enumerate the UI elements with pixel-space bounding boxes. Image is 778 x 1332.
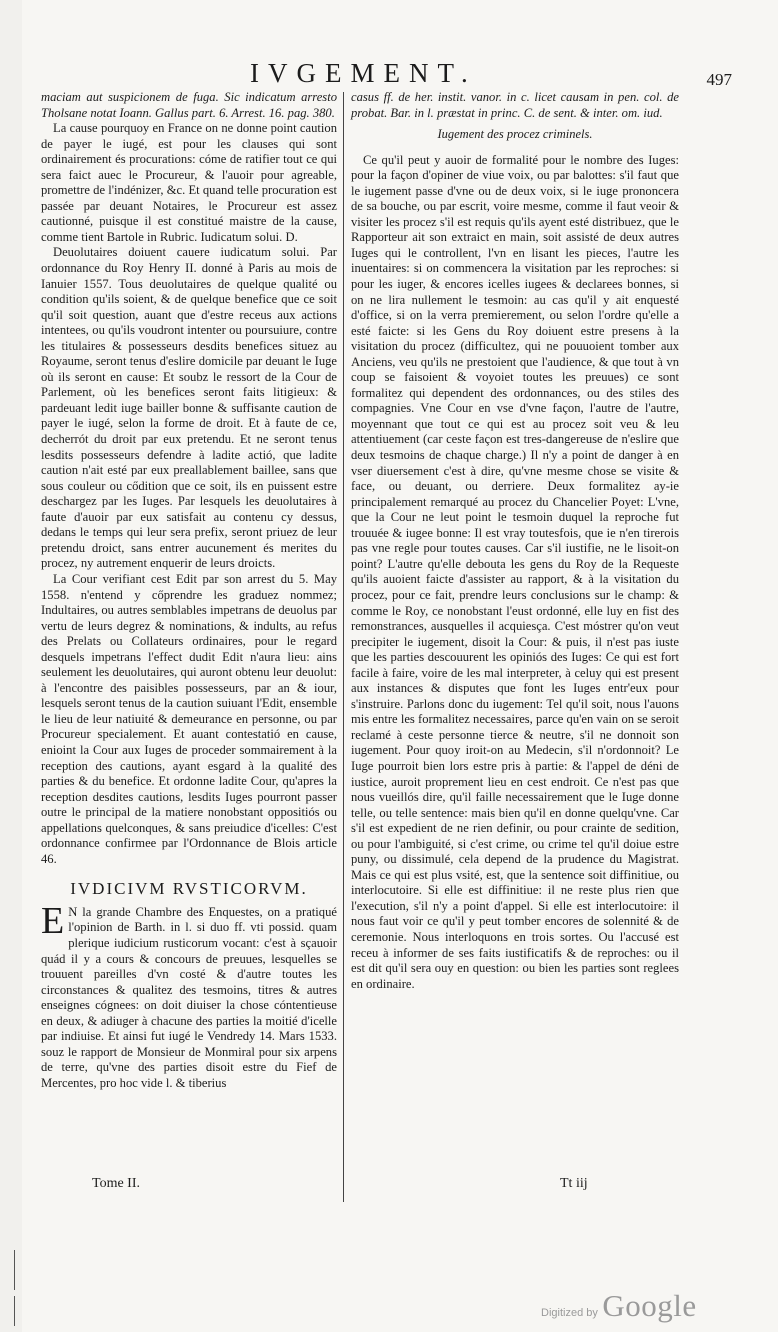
page-number: 497 [706, 70, 732, 89]
drop-cap-initial: E [41, 899, 65, 942]
right-intro: casus ff. de her. instit. vanor. in c. licet causam in pen. col. de probat. Bar. in l. præstat in princ. C. de sent. & inter. om. iud. [351, 90, 679, 120]
subsection-heading: Iugement des procez criminels. [437, 127, 593, 142]
digitized-prefix: Digitized by [541, 1307, 598, 1319]
paragraph-cour-verifiant: La Cour verifiant cest Edit par son arrest du 5. May 1558. n'entend y cőprendre les graduez nommez; Indultaires, ou autres semblables impetrans de deuolus par vertu de leurs degrez & nominations, & indults, au refus des Prelats ou Collateurs ordinaires, pour le regard desquels impetrans l'effect dudit Edit n'aura lieu: ains seulement les deuolutaires, qui auront obtenu leur deuolut: à l'encontre des paisibles possesseurs, par an & iour, lesquels seront tenus de la caution suiuant l'Edit, ensemble le lieu de leur natiuité & demeurance en personne, ou par Procureur specialement. Et auant contestatió en cause, enioint la Cour aux Iuges de proceder sommairement à la reception des cautions, ayant esgard à la qualité des parties & du benefice. Et ordonne ladite Cour, qu'apres la reception desdites cautions, lesdits Iuges pourront passer outre le principal de la matiere nonobstant oppositiós ou appellations quelconques, & sans preiudice d'icelles: C'est ordonnance confirmee par l'Ordonnance de Blois article 46. [41, 571, 337, 866]
running-title: IVGEMENT. [250, 58, 477, 88]
gutter-line [14, 1296, 15, 1326]
gutter-line [14, 1250, 15, 1290]
paragraph-caution: La cause pourquoy en France on ne donne point caution de payer le iugé, est pour les clauses qui sont ordinairement és procurations: cóme de ratifier tout ce qui sera faict auec le Procureur, & l'auoir pour agreable, promettre de l'indénizer, &c. Et quand telle procuration est passée par deuant Notaires, le Procureur est assez cautionné, puisque il est constitué maistre de la cause, comme tient Bartole in Rubric. Iudicatum solui. D. [41, 121, 337, 244]
signature-mark: Tt iij [560, 1176, 588, 1191]
section-body: N la grande Chambre des Enquestes, on a pratiqué l'opinion de Barth. in l. si duo ff. vti possid. quam plerique iudicium rusticorum vocant: c'est à sçauoir quád il y a cours & concours de preuues, lesquelles se trouuent pareilles d'vn costé & d'autre toutes les circonstances & qualitez des tesmoins, titres & autres enseignes cógnees: on doit diuiser la chose cóntentieuse en deux, & adiuger à chacune des parties la moitié d'icelle par indiuise. Et ainsi fut iugé le Vendredy 14. Mars 1533. souz le rapport de Monsieur de Monmiral pour six arpens de terre, qu'vne des parties disoit estre du Fief de Mercentes, pro hoc vide l. & tiberius [41, 904, 337, 1090]
paragraph-formalites: Ce qu'il peut y auoir de formalité pour le nombre des Iuges: pour la façon d'opiner de viue voix, ou par balottes: s'il faut que le iugement passe d'vne ou de deux voix, si le iuge prononcera de sa bouche, ou par escrit, voire mesme, comme il faut veoir & visiter les procez s'il est requis qu'ils ayent esté distribuez, que le Rapporteur ait son extraict en main, soit assisté de deux autres Iuges qui le controllent, l'vn en lisant les pieces, l'autre les inuentaires: si on commencera la visitation par les reproches: si pour les iuger, & encores icelles iugees & declarees bonnes, si on ne lira nullement le tesmoin: au cas qu'il y ait enquesté d'office, si on la verra premierement, ou selon l'ordre qu'elle a esté faicte: si les Gens du Roy doiuent estre presens à la visitation du procez (difficultez, qui ne pouuoient tomber aux Anciens, veu qu'ils ne prestoient que l'audience, & que tout à vn coup se faisoient & voyoiet toutes les preuues) ce sont formalitez qui dependent des ordonnances, ou des stiles des compagnies. Vne Cour en vse d'vne façon, l'autre de l'autre, moyennant que tout ce qui est au procez soit veu & leu attentiuement (car ceste façon est tres-dangereuse de n'eslire que deux tesmoins de chaque charge.) Il n'y a point de danger à en vser diuersement c'est à dire, qu'vne mesme chose se visite & face, ou deuant, ou derriere. Deux formalitez ay-ie principalement remarqué au procez du Chancelier Poyet: L'vne, que la Cour ne leut point le tesmoin duquel la reproche fut trouuée & iugee bonne: Il est vray toutesfois, que ie n'en tirerois pas vne regle pour toutes causes. Car s'il iustifie, ne le lisoit-on point? L'autre qu'elle debouta les gens du Roy de la Requeste qu'ils auoient faicte d'assister au rapport, & à la visitation du procez, pour ce fait, prendre leurs conclusions sur le champ: & comme le Roy, ce nonobstant l'eust ordonné, elle luy en fist des remonstrances, ausquelles il acquiesça. C'est móstrer qu'on veut precipiter le iugement, disoit la Cour: & puis, il n'est pas iuste que les parties descouurent les opiniós des Iuges: Ce qui est fort facile à faire, voire de les mal interpreter, à celuy qui est present aux instances & disputes que font les Iuges entr'eux pour s'instruire. Parlons donc du iugement: Tel qu'il soit, nous l'auons mis entre les formalitez necessaires, parce qu'en vain on se seroit reclamé à ceste personne tierce & neutre, s'il ne donnoit son iugement. Pour quoy iroit-on au Medecin, s'il n'ordonnoit? Le Iuge pourroit bien lors estre pris à partie: & l'appel de déni de iustice, auroit proprement lieu en cest endroit. Ce n'est pas que nous vueillós dire, qu'il faille necessairement que le Iuge donne telle, ou telle sentence: mais bien qu'il en donne quelqu'vne. Car s'il est expedient de ne rien definir, ou pour crainte de sedition, ou pour l'ambiguité, si c'est crime, ou crime tel qu'il doiue estre puny, ou dissimulé, cela depend de la prudence du Magistrat. Mais ce qui est plus vsité, est, que la sentence soit diffinitiue, ou interlocutoire. Si elle est diffinitiue: il ne reste plus rien que l'execution, s'il n'y a point d'appel. Si elle est interlocutoire: il nous faut voir ce qu'il y peut tomber encores de solennité & de ceremonie. Nous interloquons en trois sortes. Ou l'accusé est receu à informer de ses faits iustificatifs & de reproches: ou il est dit qu'il sera ouy en question: ou bien les parties sont reglees en ordinaire. [351, 152, 679, 991]
digitized-watermark [541, 1288, 697, 1324]
left-column [41, 90, 337, 1091]
tome-label: Tome II. [92, 1176, 141, 1191]
page-gutter [0, 0, 22, 1332]
paragraph-deuolutaires: Deuolutaires doiuent cauere iudicatum solui. Par ordonnance du Roy Henry II. donné à Paris au mois de Ianuier 1557. Tous deuolutaires de quelque qualité ou condition qu'ils soient, & de quelque benefice que ce soit qu'il soit question, auant que d'estre receus aux actions intentees, ou qu'ils voudront intenter ou poursuiure, contre les titulaires & possesseurs desdits benefices situez au Royaume, seront tenus d'eslire domicile par deuant le Iuge où ils seront en cause: Et soubz le ressort de la Cour de Parlement, où les benefices seront faits litigieux: & pardeuant ledit iuge bailler bonne & suffisante caution de payer le iugé, selon la forme de droit. Et à faute de ce, decherrót du droit par eux pretendu. Et ne seront tenus lesdits possesseurs defendre à ladite actió, que ladite caution n'ait esté par eux preallablement baillee, sans que sous couleur ou cődition que ce soit, ils en puissent estre deschargez par les Iuges. Par lesquels les deuolutaires à faute d'auoir par eux satisfait au contenu cy dessus, dedans le temps qui leur sera prefix, seront priuez de leur pretendu droict, sans entrer aucunement és merites du procez, ny autrement enquerir de leurs droicts. [41, 245, 337, 571]
section-body-paragraph [41, 899, 337, 1092]
section-title: IVDICIVM RVSTICORVM. [70, 879, 308, 899]
right-column [351, 90, 679, 992]
column-rule [343, 92, 344, 1202]
google-logo: Google [602, 1288, 697, 1323]
left-intro: maciam aut suspicionem de fuga. Sic indicatum arresto Tholsane notat Ioann. Gallus part. 6. Arrest. 16. pag. 380. [41, 90, 337, 120]
